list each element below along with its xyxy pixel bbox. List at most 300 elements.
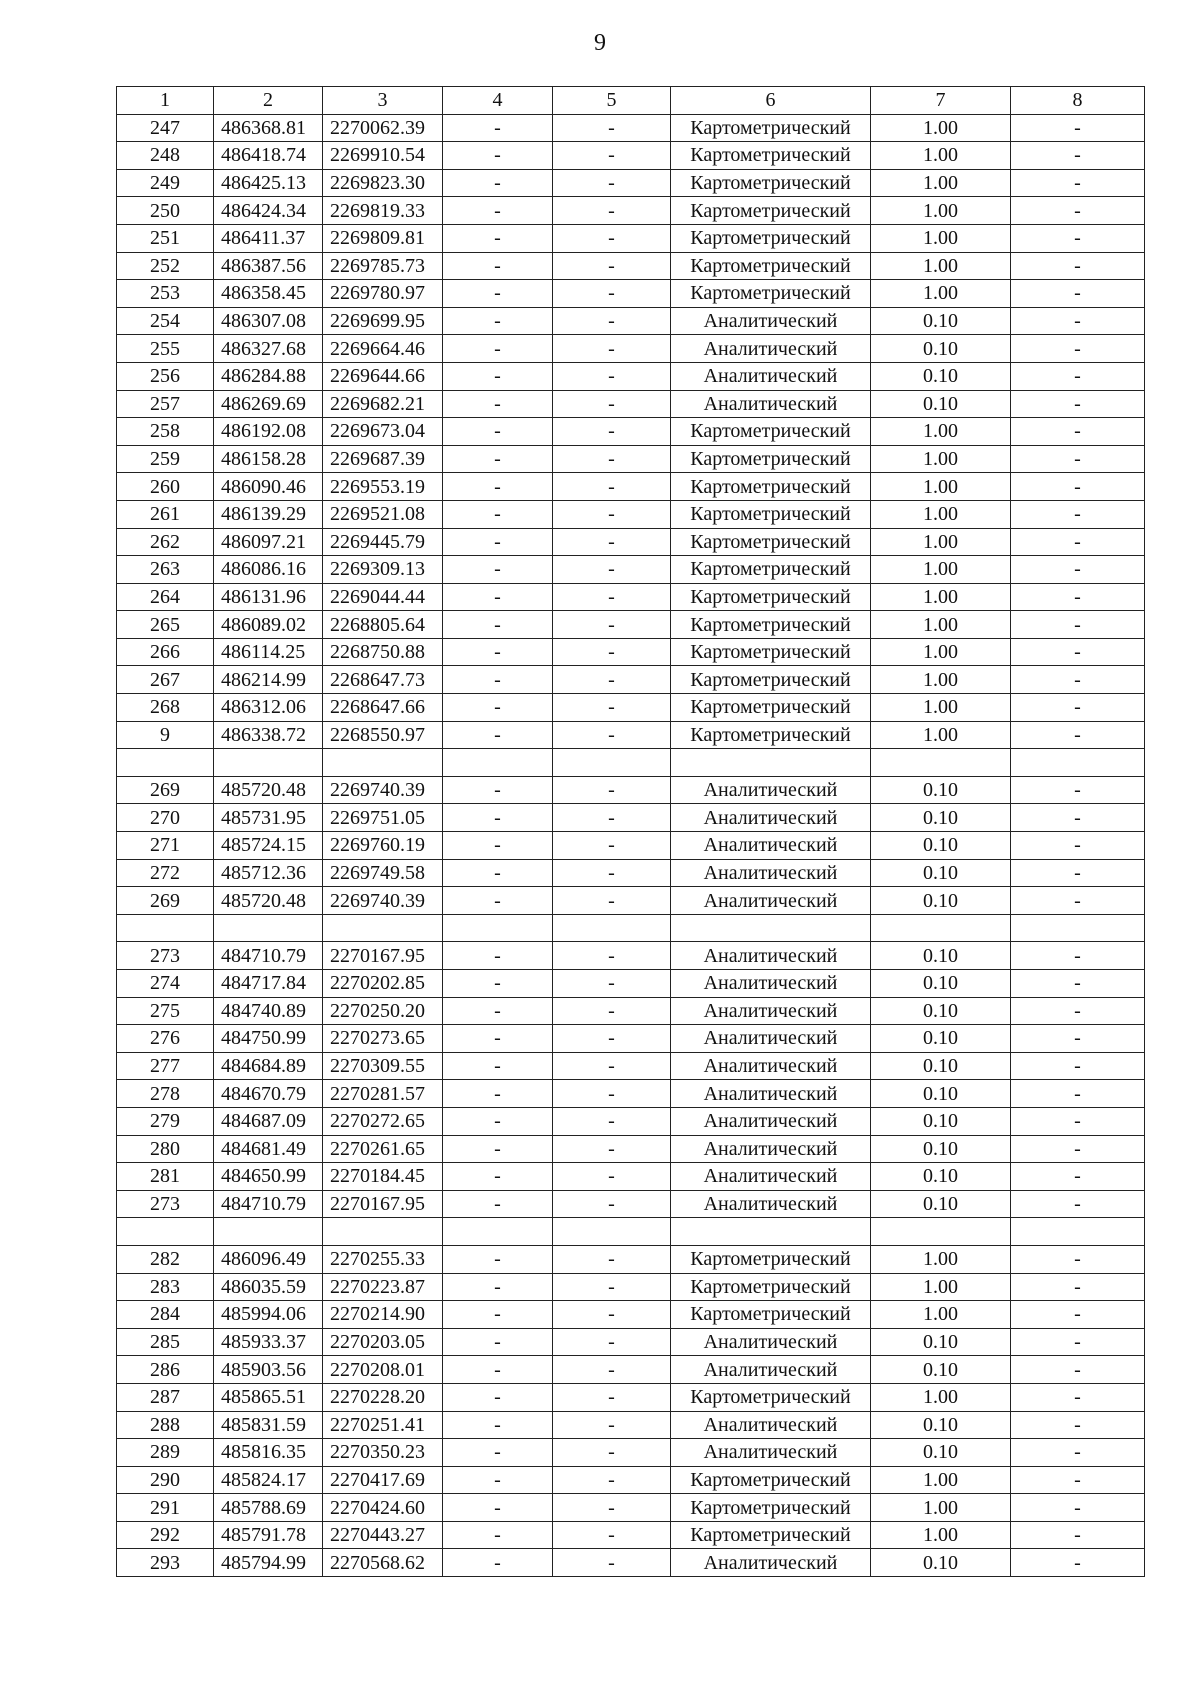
cell-col-5: - [553, 694, 671, 722]
cell-col-8: - [1011, 1356, 1145, 1384]
cell-method: Картометрический [671, 169, 871, 197]
cell-col-4: - [443, 997, 553, 1025]
cell-accuracy: 1.00 [871, 721, 1011, 749]
cell-coord-y: 2270261.65 [323, 1135, 443, 1163]
cell-method: Картометрический [671, 418, 871, 446]
cell-col-8: - [1011, 1521, 1145, 1549]
cell-col-8: - [1011, 556, 1145, 584]
cell-coord-x: 486089.02 [214, 611, 323, 639]
cell-method: Картометрический [671, 1466, 871, 1494]
cell-method: Аналитический [671, 997, 871, 1025]
cell-coord-x: 484750.99 [214, 1025, 323, 1053]
separator-row [117, 914, 1145, 942]
table-row [117, 970, 1145, 998]
cell-accuracy: 1.00 [871, 1273, 1011, 1301]
cell-col-5 [553, 914, 671, 942]
cell-coord-x: 485794.99 [214, 1549, 323, 1577]
cell-coord-y: 2270223.87 [323, 1273, 443, 1301]
cell-col-5: - [553, 1439, 671, 1467]
cell-coord-y: 2270255.33 [323, 1245, 443, 1273]
cell-col-5: - [553, 1135, 671, 1163]
cell-coord-x: 485994.06 [214, 1301, 323, 1329]
cell-coord-y: 2269673.04 [323, 418, 443, 446]
table-row [117, 1025, 1145, 1053]
cell-coord-x: 485903.56 [214, 1356, 323, 1384]
cell-method: Картометрический [671, 1521, 871, 1549]
cell-col-5: - [553, 1549, 671, 1577]
cell-coord-x: 484681.49 [214, 1135, 323, 1163]
cell-col-5: - [553, 1025, 671, 1053]
table-row [117, 1052, 1145, 1080]
cell-point-number: 254 [117, 307, 214, 335]
cell-col-8: - [1011, 445, 1145, 473]
cell-col-8: - [1011, 942, 1145, 970]
cell-coord-x: 486312.06 [214, 694, 323, 722]
table-row [117, 1107, 1145, 1135]
table-row [117, 418, 1145, 446]
cell-method: Картометрический [671, 445, 871, 473]
cell-col-8: - [1011, 1466, 1145, 1494]
cell-method: Аналитический [671, 362, 871, 390]
cell-point-number: 264 [117, 583, 214, 611]
cell-col-4: - [443, 1107, 553, 1135]
cell-col-4 [443, 1218, 553, 1246]
cell-col-4: - [443, 473, 553, 501]
cell-coord-y: 2270568.62 [323, 1549, 443, 1577]
table-row [117, 1356, 1145, 1384]
cell-coord-y [323, 749, 443, 777]
cell-col-5: - [553, 1411, 671, 1439]
cell-col-4 [443, 749, 553, 777]
cell-col-5: - [553, 500, 671, 528]
cell-coord-y: 2270273.65 [323, 1025, 443, 1053]
cell-col-4: - [443, 611, 553, 639]
cell-col-8: - [1011, 997, 1145, 1025]
cell-col-4: - [443, 1190, 553, 1218]
cell-col-8: - [1011, 832, 1145, 860]
cell-col-5: - [553, 307, 671, 335]
cell-coord-x: 485788.69 [214, 1494, 323, 1522]
cell-point-number: 268 [117, 694, 214, 722]
cell-method: Картометрический [671, 611, 871, 639]
cell-col-5: - [553, 1301, 671, 1329]
cell-coord-y: 2268647.73 [323, 666, 443, 694]
cell-col-4: - [443, 1521, 553, 1549]
cell-col-4: - [443, 1025, 553, 1053]
cell-coord-y: 2270443.27 [323, 1521, 443, 1549]
cell-accuracy: 0.10 [871, 1135, 1011, 1163]
cell-col-8: - [1011, 335, 1145, 363]
cell-accuracy: 0.10 [871, 390, 1011, 418]
cell-col-8: - [1011, 1549, 1145, 1577]
cell-accuracy: 0.10 [871, 970, 1011, 998]
cell-point-number [117, 914, 214, 942]
header-cell-3: 3 [323, 87, 443, 115]
cell-accuracy: 1.00 [871, 445, 1011, 473]
cell-coord-x: 486158.28 [214, 445, 323, 473]
cell-col-8: - [1011, 418, 1145, 446]
cell-col-5: - [553, 445, 671, 473]
cell-coord-x: 485824.17 [214, 1466, 323, 1494]
table-row [117, 611, 1145, 639]
cell-coord-x: 485720.48 [214, 887, 323, 915]
cell-col-5: - [553, 280, 671, 308]
table-row [117, 666, 1145, 694]
cell-col-8: - [1011, 611, 1145, 639]
cell-accuracy: 0.10 [871, 1190, 1011, 1218]
cell-coord-x: 484710.79 [214, 1190, 323, 1218]
cell-col-4: - [443, 169, 553, 197]
cell-point-number: 266 [117, 638, 214, 666]
cell-point-number: 288 [117, 1411, 214, 1439]
cell-accuracy: 1.00 [871, 1301, 1011, 1329]
cell-point-number: 289 [117, 1439, 214, 1467]
table-row [117, 169, 1145, 197]
cell-col-4: - [443, 1549, 553, 1577]
cell-col-8: - [1011, 224, 1145, 252]
cell-col-4: - [443, 1383, 553, 1411]
cell-coord-y: 2269644.66 [323, 362, 443, 390]
cell-point-number: 270 [117, 804, 214, 832]
cell-method: Картометрический [671, 1301, 871, 1329]
cell-col-5: - [553, 418, 671, 446]
cell-coord-x: 485731.95 [214, 804, 323, 832]
cell-col-4: - [443, 1245, 553, 1273]
cell-method: Картометрический [671, 500, 871, 528]
cell-method: Картометрический [671, 114, 871, 142]
cell-col-4: - [443, 114, 553, 142]
cell-col-8: - [1011, 1273, 1145, 1301]
cell-col-4: - [443, 280, 553, 308]
cell-coord-y: 2269553.19 [323, 473, 443, 501]
table-row [117, 694, 1145, 722]
cell-col-4: - [443, 500, 553, 528]
cell-col-8: - [1011, 1190, 1145, 1218]
cell-method: Аналитический [671, 1356, 871, 1384]
cell-coord-x: 485791.78 [214, 1521, 323, 1549]
cell-method [671, 914, 871, 942]
cell-method: Аналитический [671, 1025, 871, 1053]
cell-coord-y: 2270184.45 [323, 1163, 443, 1191]
table-row [117, 252, 1145, 280]
cell-col-4: - [443, 335, 553, 363]
cell-accuracy: 1.00 [871, 169, 1011, 197]
cell-coord-y [323, 1218, 443, 1246]
cell-col-5: - [553, 362, 671, 390]
cell-coord-y: 2270350.23 [323, 1439, 443, 1467]
cell-point-number: 287 [117, 1383, 214, 1411]
separator-row [117, 749, 1145, 777]
cell-col-4: - [443, 556, 553, 584]
cell-coord-x: 486358.45 [214, 280, 323, 308]
cell-method: Аналитический [671, 942, 871, 970]
table-row [117, 1411, 1145, 1439]
cell-method: Аналитический [671, 335, 871, 363]
cell-point-number: 269 [117, 887, 214, 915]
cell-method: Картометрический [671, 721, 871, 749]
cell-col-5: - [553, 804, 671, 832]
cell-col-4: - [443, 583, 553, 611]
table-row [117, 776, 1145, 804]
cell-point-number: 263 [117, 556, 214, 584]
cell-point-number: 283 [117, 1273, 214, 1301]
cell-col-5: - [553, 473, 671, 501]
cell-coord-y: 2269809.81 [323, 224, 443, 252]
cell-accuracy: 0.10 [871, 1549, 1011, 1577]
cell-point-number: 286 [117, 1356, 214, 1384]
cell-coord-x: 486368.81 [214, 114, 323, 142]
cell-col-4: - [443, 1163, 553, 1191]
table-row [117, 583, 1145, 611]
table-row [117, 997, 1145, 1025]
table-row [117, 859, 1145, 887]
table-row [117, 942, 1145, 970]
cell-method: Картометрический [671, 1245, 871, 1273]
cell-col-4: - [443, 1328, 553, 1356]
cell-col-5: - [553, 1383, 671, 1411]
cell-method: Аналитический [671, 1052, 871, 1080]
cell-col-4: - [443, 776, 553, 804]
cell-coord-x: 486284.88 [214, 362, 323, 390]
cell-coord-x: 486307.08 [214, 307, 323, 335]
cell-method: Аналитический [671, 1549, 871, 1577]
cell-col-4: - [443, 638, 553, 666]
cell-col-4: - [443, 694, 553, 722]
cell-col-8: - [1011, 1107, 1145, 1135]
table-row [117, 721, 1145, 749]
cell-accuracy: 1.00 [871, 252, 1011, 280]
cell-coord-x: 486090.46 [214, 473, 323, 501]
cell-col-8: - [1011, 1301, 1145, 1329]
cell-col-5: - [553, 169, 671, 197]
cell-col-8: - [1011, 500, 1145, 528]
cell-col-5: - [553, 1052, 671, 1080]
cell-col-8: - [1011, 1439, 1145, 1467]
cell-col-5: - [553, 942, 671, 970]
cell-col-4: - [443, 942, 553, 970]
cell-coord-x: 485865.51 [214, 1383, 323, 1411]
cell-point-number: 248 [117, 142, 214, 170]
table-row [117, 1163, 1145, 1191]
cell-coord-y: 2269682.21 [323, 390, 443, 418]
cell-point-number: 259 [117, 445, 214, 473]
cell-col-5: - [553, 970, 671, 998]
cell-coord-y: 2269780.97 [323, 280, 443, 308]
header-cell-5: 5 [553, 87, 671, 115]
cell-col-5: - [553, 611, 671, 639]
cell-col-8: - [1011, 1383, 1145, 1411]
cell-col-5: - [553, 666, 671, 694]
cell-point-number: 271 [117, 832, 214, 860]
cell-col-8: - [1011, 859, 1145, 887]
cell-accuracy: 1.00 [871, 666, 1011, 694]
cell-col-5: - [553, 1163, 671, 1191]
cell-method [671, 1218, 871, 1246]
table-row [117, 887, 1145, 915]
cell-col-5: - [553, 583, 671, 611]
header-cell-7: 7 [871, 87, 1011, 115]
cell-point-number: 261 [117, 500, 214, 528]
cell-accuracy: 0.10 [871, 1025, 1011, 1053]
cell-coord-y: 2270062.39 [323, 114, 443, 142]
cell-accuracy: 0.10 [871, 1439, 1011, 1467]
cell-accuracy: 1.00 [871, 114, 1011, 142]
cell-coord-y: 2270208.01 [323, 1356, 443, 1384]
cell-point-number: 258 [117, 418, 214, 446]
cell-col-4: - [443, 804, 553, 832]
cell-col-4: - [443, 390, 553, 418]
table-row [117, 473, 1145, 501]
cell-coord-x: 484717.84 [214, 970, 323, 998]
cell-coord-x [214, 1218, 323, 1246]
cell-col-5: - [553, 997, 671, 1025]
cell-method: Картометрический [671, 197, 871, 225]
table-row [117, 445, 1145, 473]
cell-point-number: 273 [117, 942, 214, 970]
cell-col-4: - [443, 1411, 553, 1439]
cell-accuracy: 1.00 [871, 1466, 1011, 1494]
cell-accuracy: 1.00 [871, 583, 1011, 611]
cell-col-5: - [553, 1245, 671, 1273]
cell-point-number: 257 [117, 390, 214, 418]
cell-col-8: - [1011, 1494, 1145, 1522]
cell-method: Аналитический [671, 1328, 871, 1356]
cell-col-8 [1011, 1218, 1145, 1246]
cell-col-8: - [1011, 638, 1145, 666]
cell-method: Аналитический [671, 970, 871, 998]
cell-method: Картометрический [671, 694, 871, 722]
cell-point-number: 260 [117, 473, 214, 501]
cell-coord-y: 2269521.08 [323, 500, 443, 528]
cell-col-8: - [1011, 473, 1145, 501]
cell-accuracy: 1.00 [871, 280, 1011, 308]
table-row [117, 390, 1145, 418]
table-row [117, 1494, 1145, 1522]
cell-method: Аналитический [671, 859, 871, 887]
cell-col-5: - [553, 390, 671, 418]
cell-coord-x: 486131.96 [214, 583, 323, 611]
cell-point-number: 290 [117, 1466, 214, 1494]
cell-method: Аналитический [671, 1107, 871, 1135]
cell-col-8: - [1011, 666, 1145, 694]
cell-coord-x: 486425.13 [214, 169, 323, 197]
cell-col-4: - [443, 832, 553, 860]
cell-method: Аналитический [671, 307, 871, 335]
cell-coord-x: 485720.48 [214, 776, 323, 804]
cell-point-number: 293 [117, 1549, 214, 1577]
cell-coord-y: 2269785.73 [323, 252, 443, 280]
cell-col-4: - [443, 887, 553, 915]
cell-point-number: 256 [117, 362, 214, 390]
cell-col-5: - [553, 859, 671, 887]
cell-coord-y [323, 914, 443, 942]
header-cell-8: 8 [1011, 87, 1145, 115]
cell-coord-x: 484740.89 [214, 997, 323, 1025]
cell-col-4: - [443, 1494, 553, 1522]
cell-method: Аналитический [671, 1411, 871, 1439]
cell-point-number: 291 [117, 1494, 214, 1522]
cell-col-5: - [553, 1356, 671, 1384]
cell-col-5: - [553, 556, 671, 584]
cell-col-5: - [553, 1466, 671, 1494]
cell-col-8 [1011, 749, 1145, 777]
cell-coord-y: 2270272.65 [323, 1107, 443, 1135]
cell-accuracy: 1.00 [871, 500, 1011, 528]
table-row [117, 528, 1145, 556]
cell-coord-y: 2269687.39 [323, 445, 443, 473]
table-row [117, 1466, 1145, 1494]
cell-point-number: 269 [117, 776, 214, 804]
cell-coord-x [214, 914, 323, 942]
cell-coord-x: 486387.56 [214, 252, 323, 280]
cell-col-4: - [443, 224, 553, 252]
table-row [117, 114, 1145, 142]
cell-method: Картометрический [671, 583, 871, 611]
cell-method: Аналитический [671, 832, 871, 860]
cell-accuracy: 0.10 [871, 1411, 1011, 1439]
cell-accuracy: 1.00 [871, 556, 1011, 584]
cell-point-number: 272 [117, 859, 214, 887]
table-row [117, 500, 1145, 528]
cell-coord-x: 486096.49 [214, 1245, 323, 1273]
cell-coord-y: 2270417.69 [323, 1466, 443, 1494]
cell-point-number: 267 [117, 666, 214, 694]
cell-col-5: - [553, 252, 671, 280]
cell-coord-x: 486192.08 [214, 418, 323, 446]
cell-col-4: - [443, 418, 553, 446]
cell-point-number: 279 [117, 1107, 214, 1135]
cell-col-5: - [553, 721, 671, 749]
cell-accuracy: 0.10 [871, 942, 1011, 970]
cell-accuracy: 0.10 [871, 307, 1011, 335]
cell-method: Картометрический [671, 1494, 871, 1522]
cell-method: Аналитический [671, 804, 871, 832]
cell-accuracy: 0.10 [871, 1328, 1011, 1356]
cell-accuracy: 0.10 [871, 1107, 1011, 1135]
cell-coord-x: 484710.79 [214, 942, 323, 970]
header-cell-1: 1 [117, 87, 214, 115]
cell-method: Аналитический [671, 1135, 871, 1163]
cell-col-4: - [443, 1135, 553, 1163]
cell-col-4: - [443, 1466, 553, 1494]
cell-accuracy: 0.10 [871, 1080, 1011, 1108]
separator-row [117, 1218, 1145, 1246]
cell-point-number: 251 [117, 224, 214, 252]
cell-col-4: - [443, 1301, 553, 1329]
cell-coord-y: 2270250.20 [323, 997, 443, 1025]
cell-method: Картометрический [671, 638, 871, 666]
cell-col-8: - [1011, 1025, 1145, 1053]
cell-col-8: - [1011, 390, 1145, 418]
cell-accuracy: 0.10 [871, 1163, 1011, 1191]
cell-coord-x: 485816.35 [214, 1439, 323, 1467]
cell-accuracy: 1.00 [871, 224, 1011, 252]
cell-accuracy [871, 1218, 1011, 1246]
cell-col-8: - [1011, 142, 1145, 170]
cell-col-5: - [553, 1107, 671, 1135]
cell-col-8: - [1011, 362, 1145, 390]
cell-point-number: 278 [117, 1080, 214, 1108]
cell-col-5: - [553, 1521, 671, 1549]
cell-accuracy: 1.00 [871, 1494, 1011, 1522]
cell-method: Картометрический [671, 666, 871, 694]
cell-coord-y: 2270424.60 [323, 1494, 443, 1522]
cell-point-number [117, 1218, 214, 1246]
cell-coord-y: 2269445.79 [323, 528, 443, 556]
cell-point-number: 292 [117, 1521, 214, 1549]
cell-point-number: 262 [117, 528, 214, 556]
cell-accuracy: 0.10 [871, 859, 1011, 887]
